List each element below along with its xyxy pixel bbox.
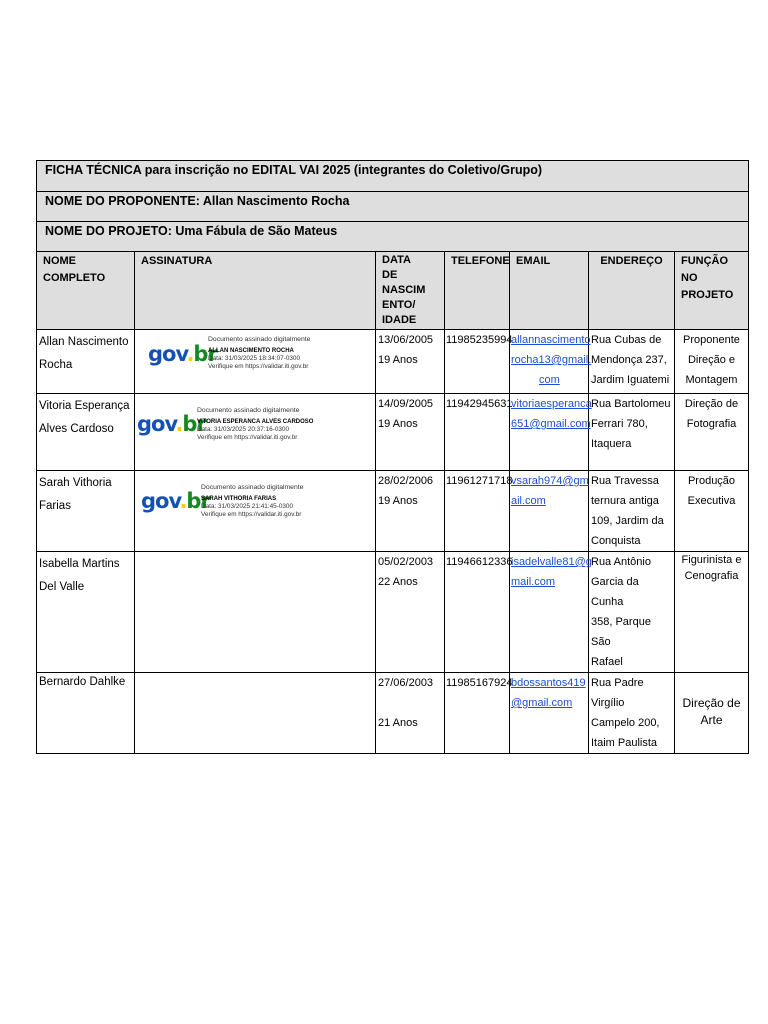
- birth-date: 05/02/2003 22 Anos: [376, 552, 445, 673]
- crew-table: [36, 160, 749, 754]
- phone: 11946612336: [445, 552, 510, 673]
- phone: 11942945631: [445, 394, 510, 471]
- member-name: Isabella Martins Del Valle: [37, 552, 135, 673]
- table-row: [37, 471, 749, 552]
- phone: 11985235994: [445, 330, 510, 394]
- phone: 11985167924: [445, 673, 510, 754]
- member-name: Bernardo Dahlke: [37, 673, 135, 754]
- role: Proponente Direção e Montagem: [675, 330, 749, 394]
- col-birth-header: DATA DE NASCIM ENTO/ IDADE: [376, 252, 445, 330]
- member-name: Vitoria Esperança Alves Cardoso: [37, 394, 135, 471]
- col-signature-header: ASSINATURA: [135, 252, 376, 330]
- address: Rua Travessa ternura antiga 109, Jardim da Conquista: [589, 471, 675, 552]
- signature-stamp: Documento assinado digitalmente SARAH VITHORIA FARIAS Data: 31/03/2025 21:41:45-0300 Verifique em https://validar.iti.gov.br: [201, 484, 304, 518]
- govbr-logo: gov.br: [141, 489, 210, 513]
- crew-form-document: [36, 160, 748, 754]
- govbr-logo: gov.br: [148, 342, 217, 366]
- address: Rua Bartolomeu Ferrari 780, Itaquera: [589, 394, 675, 471]
- signature-cell: [135, 394, 376, 471]
- role: Produção Executiva: [675, 471, 749, 552]
- signature-cell: [135, 471, 376, 552]
- role: Direção de Fotografia: [675, 394, 749, 471]
- form-title: FICHA TÉCNICA para inscrição no EDITAL VAI 2025 (integrantes do Coletivo/Grupo): [37, 161, 749, 192]
- signature-cell: [135, 673, 376, 754]
- role: Direção de Arte: [675, 673, 749, 754]
- address: Rua Cubas de Mendonça 237, Jardim Iguatemi: [589, 330, 675, 394]
- col-address-header: ENDEREÇO: [589, 252, 675, 330]
- signature-cell: [135, 330, 376, 394]
- table-row: [37, 673, 749, 754]
- email-link[interactable]: vitoriaesperanca 651@gmail.com: [510, 394, 589, 471]
- col-role-header: FUNÇÃO NO PROJETO: [675, 252, 749, 330]
- email-link[interactable]: vsarah974@gm ail.com: [510, 471, 589, 552]
- signature-stamp: Documento assinado digitalmente ALLAN NASCIMENTO ROCHA Data: 31/03/2025 18:34:07-0300 Verifique em https://validar.iti.gov.br: [208, 336, 311, 370]
- email-link[interactable]: bdossantos419 @gmail.com: [510, 673, 589, 754]
- table-row: [37, 330, 749, 394]
- signature-stamp: Documento assinado digitalmente VITORIA ESPERANCA ALVES CARDOSO Data: 31/03/2025 20:37:16-0300 Verifique em https://validar.iti.gov.br: [197, 407, 314, 441]
- project-line: NOME DO PROJETO: Uma Fábula de São Mateus: [37, 222, 749, 252]
- role: Figurinista e Cenografia: [675, 552, 749, 673]
- col-email-header: EMAIL: [510, 252, 589, 330]
- signature-cell: [135, 552, 376, 673]
- address: Rua Antônio Garcia da Cunha 358, Parque São Rafael: [589, 552, 675, 673]
- email-link[interactable]: isadelvalle81@g mail.com: [510, 552, 589, 673]
- col-phone-header: TELEFONE: [445, 252, 510, 330]
- phone: 11961271718: [445, 471, 510, 552]
- birth-date: 13/06/2005 19 Anos: [376, 330, 445, 394]
- birth-date: 14/09/2005 19 Anos: [376, 394, 445, 471]
- member-name: Allan Nascimento Rocha: [37, 330, 135, 394]
- govbr-logo: gov.br: [137, 412, 206, 436]
- birth-date: 28/02/2006 19 Anos: [376, 471, 445, 552]
- proponent-line: NOME DO PROPONENTE: Allan Nascimento Rocha: [37, 192, 749, 222]
- col-name-header: NOME COMPLETO: [37, 252, 135, 330]
- table-row: [37, 394, 749, 471]
- member-name: Sarah Vithoria Farias: [37, 471, 135, 552]
- address: Rua Padre Virgílio Campelo 200, Itaim Paulista: [589, 673, 675, 754]
- table-row: [37, 552, 749, 673]
- birth-date: 27/06/2003 21 Anos: [376, 673, 445, 754]
- email-link[interactable]: allannascimento rocha13@gmail. com: [510, 330, 589, 394]
